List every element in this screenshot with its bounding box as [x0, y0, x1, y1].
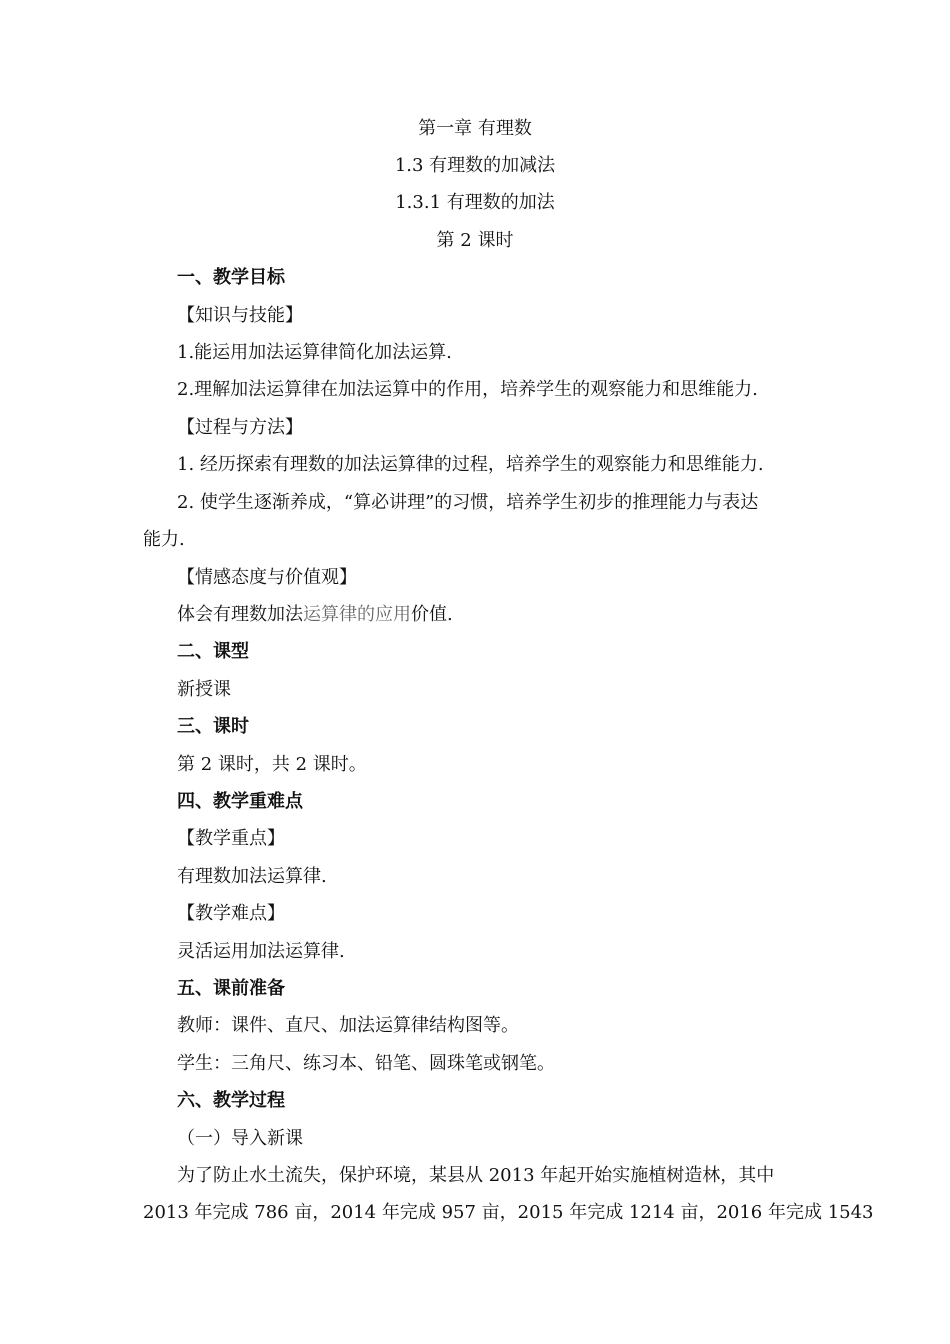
intro-paragraph-line-1: 为了防止水土流失，保护环境，某县从 2013 年起开始实施植树造林，其中: [177, 1165, 775, 1186]
process-item-1: 1. 经历探索有理数的加法运算律的过程，培养学生的观察能力和思维能力.: [177, 454, 764, 475]
label-difficult-points: 【教学难点】: [177, 903, 285, 924]
label-key-points: 【教学重点】: [177, 828, 285, 849]
label-emotion-values: 【情感态度与价值观】: [177, 567, 357, 588]
emotion-text-a: 体会有理数加法: [177, 604, 303, 625]
subheading-introduction: （一）导入新课: [177, 1128, 303, 1149]
process-item-2: 2. 使学生逐渐养成，“算必讲理”的习惯，培养学生初步的推理能力与表达: [177, 492, 759, 513]
class-hours-text: 第 2 课时，共 2 课时。: [177, 754, 367, 775]
heading-lesson-type: 二、课型: [177, 641, 249, 662]
heading-key-difficult: 四、教学重难点: [177, 791, 303, 812]
difficult-points-text: 灵活运用加法运算律.: [177, 941, 345, 962]
label-process-methods: 【过程与方法】: [177, 417, 303, 438]
label-knowledge-skills: 【知识与技能】: [177, 305, 303, 326]
lesson-type-text: 新授课: [177, 679, 231, 700]
heading-objectives: 一、教学目标: [177, 267, 285, 288]
heading-class-hours: 三、课时: [177, 716, 249, 737]
preparation-student: 学生：三角尺、练习本、铅笔、圆珠笔或钢笔。: [177, 1053, 555, 1074]
knowledge-item-1: 1.能运用加法运算律简化加法运算.: [177, 342, 452, 363]
emotion-item: [177, 603, 453, 627]
intro-paragraph-line-2: 2013 年完成 786 亩，2014 年完成 957 亩，2015 年完成 1214 亩，2016 年完成 1543: [143, 1202, 874, 1223]
chapter-title: 第一章 有理数: [418, 118, 532, 139]
emotion-text-b: 运算律的应用: [303, 604, 411, 625]
lesson-title: 第 2 课时: [436, 230, 514, 251]
subsection-title: 1.3.1 有理数的加法: [395, 192, 555, 213]
section-title: 1.3 有理数的加减法: [394, 155, 556, 176]
preparation-teacher: 教师：课件、直尺、加法运算律结构图等。: [177, 1015, 519, 1036]
key-points-text: 有理数加法运算律.: [177, 866, 327, 887]
process-item-2-cont: 能力.: [143, 529, 185, 550]
knowledge-item-2: 2.理解加法运算律在加法运算中的作用，培养学生的观察能力和思维能力.: [177, 379, 758, 400]
heading-teaching-process: 六、教学过程: [177, 1090, 285, 1111]
emotion-text-c: 价值.: [411, 604, 453, 625]
heading-preparation: 五、课前准备: [177, 978, 285, 999]
